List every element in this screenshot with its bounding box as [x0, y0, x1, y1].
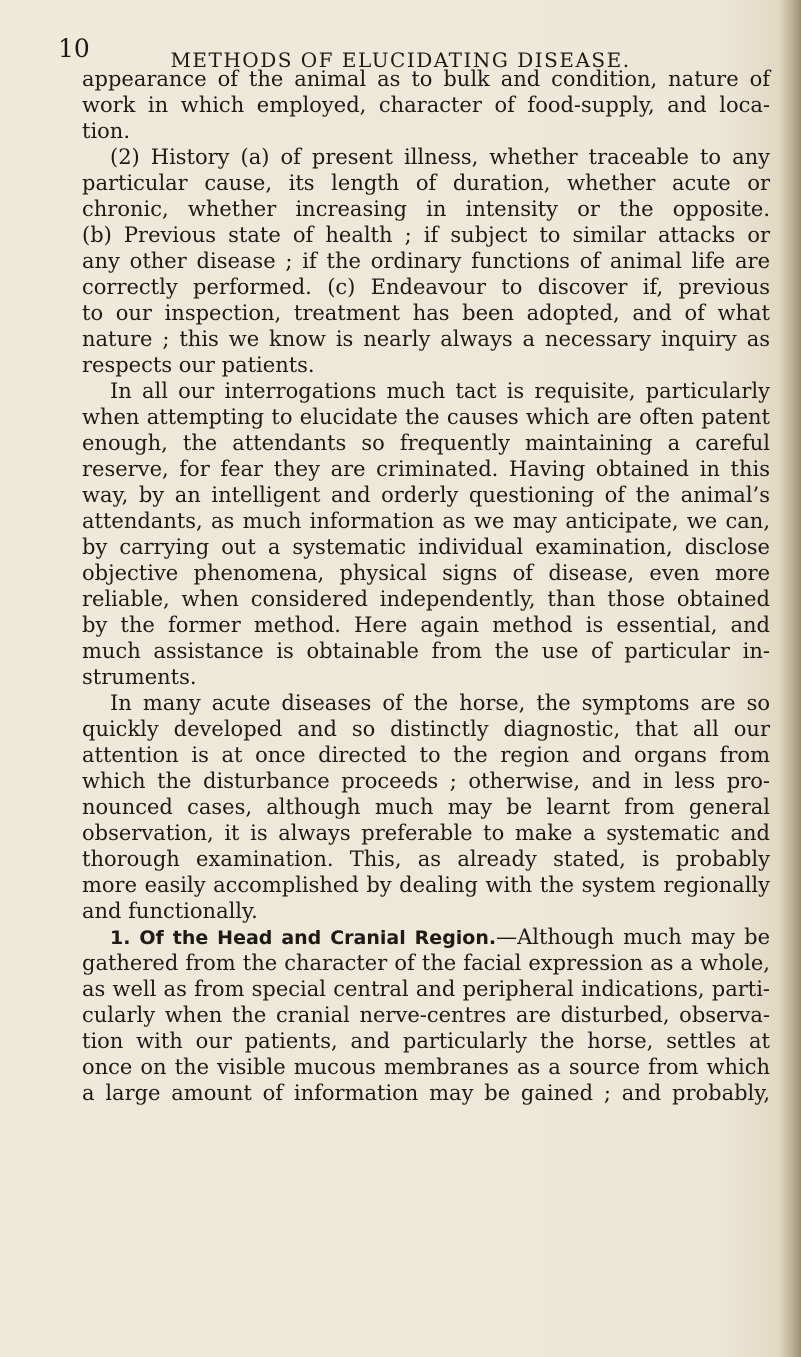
text-line: a large amount of information may be gained ; and probably,: [82, 1081, 770, 1105]
text-line: reserve, for fear they are criminated. Having obtained in this: [82, 457, 770, 481]
running-head: METHODS OF ELUCIDATING DISEASE.: [170, 48, 631, 72]
text-line: much assistance is obtainable from the use of particular in-: [82, 639, 770, 663]
text-line: cularly when the cranial nerve-centres are disturbed, observa-: [82, 1003, 770, 1027]
body-text: [82, 66, 770, 1106]
text-line: (2) History (a) of present illness, whether traceable to any: [110, 145, 770, 169]
text-line: enough, the attendants so frequently maintaining a careful: [82, 431, 770, 455]
text-line: observation, it is always preferable to make a systematic and: [82, 821, 770, 845]
text-line: attendants, as much information as we may anticipate, we can,: [82, 509, 770, 533]
page-number: 10: [58, 34, 90, 63]
text-line: to our inspection, treatment has been adopted, and of what: [82, 301, 770, 325]
text-line: (b) Previous state of health ; if subject to similar attacks or: [82, 223, 770, 247]
text-line: way, by an intelligent and orderly questioning of the animal’s: [82, 483, 770, 507]
text-line: which the disturbance proceeds ; otherwise, and in less pro-: [82, 769, 770, 793]
text-line: In many acute diseases of the horse, the symptoms are so: [110, 691, 770, 715]
text-line: by the former method. Here again method is essential, and: [82, 613, 770, 637]
text-line: more easily accomplished by dealing with the system regionally: [82, 873, 770, 897]
text-line: reliable, when considered independently, than those obtained: [82, 587, 770, 611]
text-line: attention is at once directed to the region and organs from: [82, 743, 770, 767]
page-edge-shadow: [779, 0, 801, 1357]
text-line: objective phenomena, physical signs of disease, even more: [82, 561, 770, 585]
text-line: chronic, whether increasing in intensity or the opposite.: [82, 197, 770, 221]
text-line: —Although much may be: [496, 925, 770, 949]
text-line: as well as from special central and peripheral indications, parti-: [82, 977, 770, 1001]
section-heading: 1. Of the Head and Cranial Region.: [110, 927, 497, 949]
text-line: gathered from the character of the facial expression as a whole,: [82, 951, 770, 975]
text-line: appearance of the animal as to bulk and condition, nature of: [82, 67, 770, 91]
text-line: and functionally.: [82, 899, 258, 923]
text-line: struments.: [82, 665, 197, 689]
text-line: thorough examination. This, as already stated, is probably: [82, 847, 770, 871]
text-line: particular cause, its length of duration, whether acute or: [82, 171, 770, 195]
text-line: work in which employed, character of food-supply, and loca-: [82, 93, 770, 117]
text-line: nounced cases, although much may be learnt from general: [82, 795, 770, 819]
text-line: once on the visible mucous membranes as a source from which: [82, 1055, 770, 1079]
text-line: In all our interrogations much tact is requisite, particularly: [110, 379, 770, 403]
text-line: nature ; this we know is nearly always a necessary inquiry as: [82, 327, 770, 351]
text-line: correctly performed. (c) Endeavour to discover if, previous: [82, 275, 770, 299]
text-line: respects our patients.: [82, 353, 315, 377]
text-line: when attempting to elucidate the causes which are often patent: [82, 405, 770, 429]
text-line: by carrying out a systematic individual examination, disclose: [82, 535, 770, 559]
text-line: quickly developed and so distinctly diagnostic, that all our: [82, 717, 770, 741]
section-heading-line: [82, 924, 770, 950]
text-line: tion with our patients, and particularly the horse, settles at: [82, 1029, 770, 1053]
text-line: any other disease ; if the ordinary functions of animal life are: [82, 249, 770, 273]
text-line: tion.: [82, 119, 130, 143]
